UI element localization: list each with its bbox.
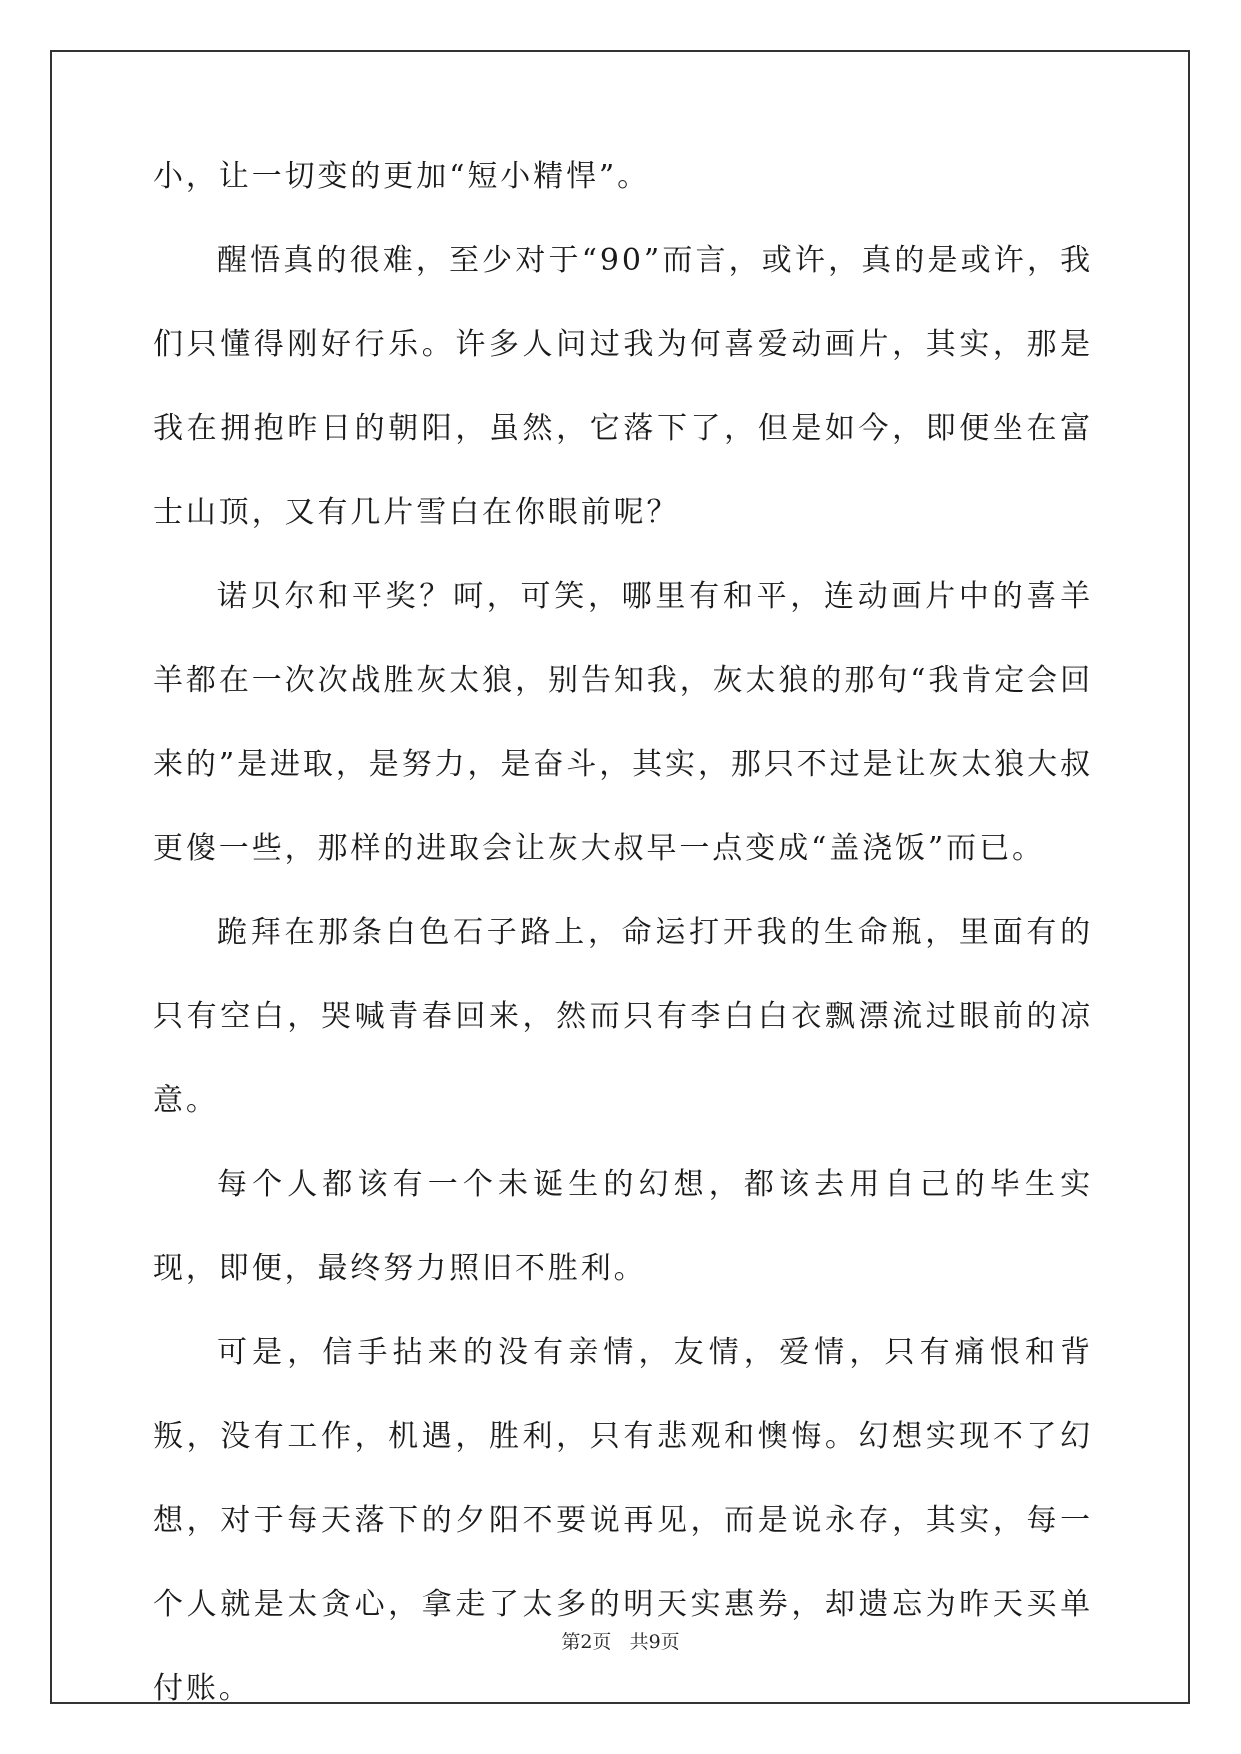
paragraph-4: 跪拜在那条白色石子路上，命运打开我的生命瓶，里面有的只有空白，哭喊青春回来，然而只有李白白衣飘漂流过眼前的凉意。 (153, 915, 1093, 1118)
paragraph-5: 每个人都该有一个未诞生的幻想，都该去用自己的毕生实现，即便，最终努力照旧不胜利。 (153, 1167, 1093, 1286)
page-number: 第2页 (561, 1631, 612, 1653)
paragraph-6: 可是，信手拈来的没有亲情，友情，爱情，只有痛恨和背叛，没有工作，机遇，胜利，只有悲观和懊悔。幻想实现不了幻想，对于每天落下的夕阳不要说再见，而是说永存，其实，每一个人就是太贪心，拿走了太多的明天实惠券，却遗忘为昨天买单付账。 (153, 1335, 1093, 1706)
page-total: 共9页 (629, 1631, 680, 1653)
document-body (153, 159, 1093, 1731)
paragraph-2: 醒悟真的很难，至少对于“90”而言，或许，真的是或许，我们只懂得刚好行乐。许多人问过我为何喜爱动画片，其实，那是我在拥抱昨日的朝阳，虽然，它落下了，但是如今，即便坐在富士山顶，又有几片雪白在你眼前呢？ (153, 243, 1093, 530)
page-footer (0, 1630, 1241, 1654)
paragraph-1: 小，让一切变的更加“短小精悍”。 (153, 159, 651, 194)
paragraph-3: 诺贝尔和平奖？呵，可笑，哪里有和平，连动画片中的喜羊羊都在一次次战胜灰太狼，别告知我，灰太狼的那句“我肯定会回来的”是进取，是努力，是奋斗，其实，那只不过是让灰太狼大叔更傻一些，那样的进取会让灰大叔早一点变成“盖浇饭”而已。 (153, 579, 1093, 866)
